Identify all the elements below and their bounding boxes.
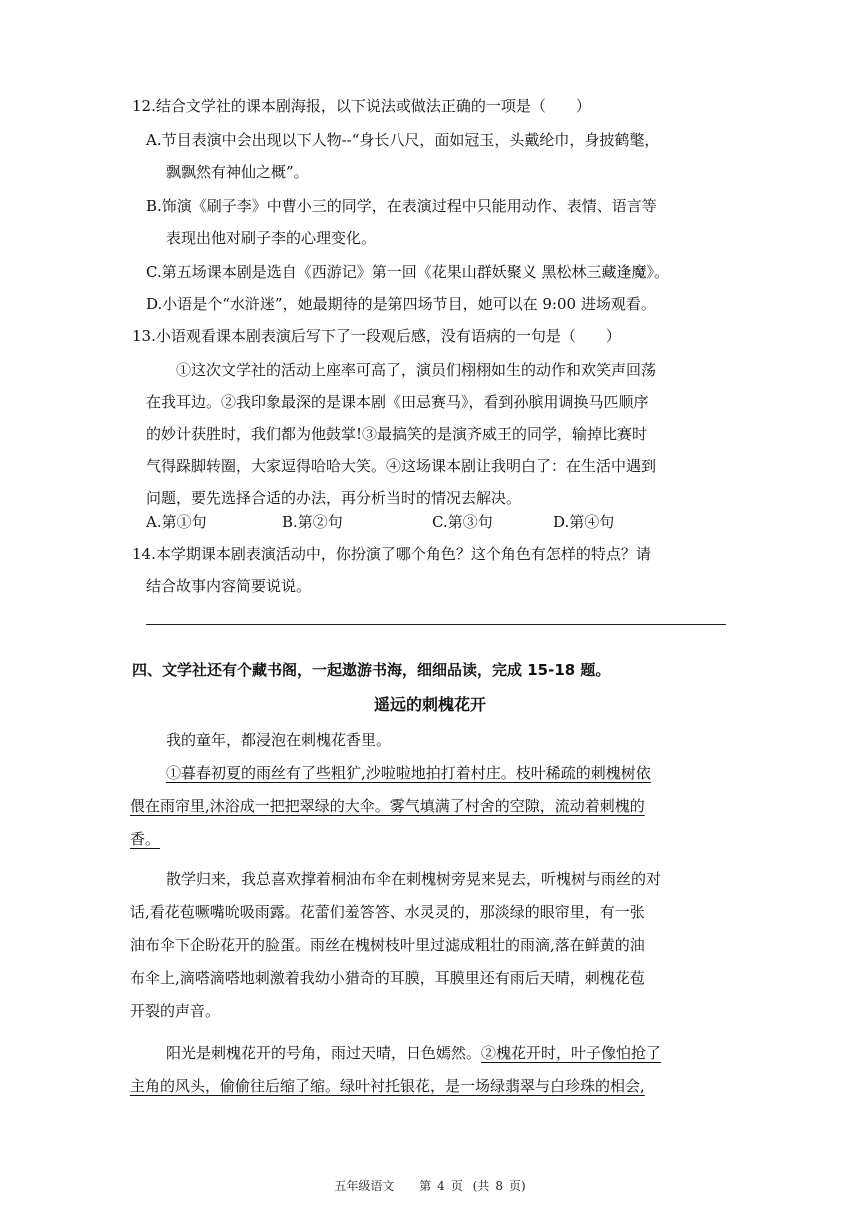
q13-option-d: D.第④句 — [553, 513, 615, 531]
article-para2-line2: 话,看花苞噘嘴吮吸雨露。花蕾们羞答答、水灵灵的，那淡绿的眼帘里，有一张 — [130, 903, 645, 921]
article-para3-line2: 主角的风头，偷偷往后缩了缩。绿叶衬托银花，是一场绿翡翠与白珍珠的相会, — [130, 1077, 645, 1095]
q13-passage-line3: 的妙计获胜时，我们都为他鼓掌!③最搞笑的是演齐威王的同学，输掉比赛时 — [146, 425, 648, 443]
article-para2-line4: 布伞上,滴嗒滴嗒地刺激着我幼小猎奇的耳膜，耳膜里还有雨后天晴，刺槐花苞 — [130, 969, 645, 987]
footer-total-pages: 8 — [495, 1179, 503, 1193]
article-para2-line3: 油布伞下企盼花开的脸蛋。雨丝在槐树枝叶里过滤成粗壮的雨滴,落在鲜黄的油 — [130, 936, 645, 954]
answer-line[interactable] — [146, 624, 726, 625]
q13-option-a: A.第①句 — [146, 513, 207, 531]
article-para3-plain: 阳光是刺槐花开的号角，雨过天晴，日色嫣然。 — [166, 1044, 482, 1062]
q14-line2: 结合故事内容简要说说。 — [146, 577, 312, 595]
footer-total-suffix: 页) — [508, 1179, 526, 1193]
q13-option-c: C.第③句 — [432, 513, 493, 531]
article-para1-line1: ①暮春初夏的雨丝有了些粗犷,沙啦啦地拍打着村庄。枝叶稀疏的刺槐树依 — [166, 764, 651, 782]
q13-passage-line1: ①这次文学社的活动上座率可高了，演员们栩栩如生的动作和欢笑声回荡 — [176, 361, 657, 379]
article-para3-line1 — [166, 1043, 661, 1063]
footer-page-suffix: 页 — [450, 1179, 463, 1193]
footer-page-prefix: 第 — [419, 1179, 432, 1193]
q12-option-a-line2: 飘飘然有神仙之概”。 — [166, 163, 309, 181]
article-title: 遥远的刺槐花开 — [373, 695, 486, 714]
footer-total-prefix: (共 — [472, 1179, 490, 1193]
q13-option-b: B.第②句 — [282, 513, 343, 531]
section4-heading: 四、文学社还有个藏书阁，一起遨游书海，细细品读，完成 15-18 题。 — [132, 661, 611, 679]
article-para3-underlined: ②槐花开时，叶子像怕抢了 — [481, 1044, 662, 1062]
q12-option-a-line1: A.节目表演中会出现以下人物--“身长八尺，面如冠玉，头戴纶巾，身披鹤氅， — [146, 131, 660, 149]
article-para0: 我的童年，都浸泡在刺槐花香里。 — [166, 731, 392, 749]
article-para1-line2: 偎在雨帘里,沐浴成一把把翠绿的大伞。雾气填满了村舍的空隙，流动着刺槐的 — [130, 797, 645, 815]
article-para1-line3: 香。 — [130, 830, 161, 848]
footer-page-number: 4 — [437, 1179, 445, 1193]
footer-subject: 五年级语文 — [334, 1179, 395, 1193]
article-para2-line5: 开裂的声音。 — [130, 1002, 221, 1020]
q12-stem: 12.结合文学社的课本剧海报，以下说法或做法正确的一项是（ ） — [132, 97, 591, 115]
q14-line1: 14.本学期课本剧表演活动中，你扮演了哪个角色？这个角色有怎样的特点？请 — [132, 545, 651, 563]
q13-passage-line2: 在我耳边。②我印象最深的是课本剧《田忌赛马》，看到孙膑用调换马匹顺序 — [146, 393, 649, 411]
q13-stem: 13.小语观看课本剧表演后写下了一段观后感，没有语病的一句是（ ） — [132, 327, 621, 345]
q12-option-c: C.第五场课本剧是选自《西游记》第一回《花果山群妖聚义 黑松林三藏逢魔》。 — [146, 263, 669, 281]
q13-passage-line5: 问题，要先选择合适的办法，再分析当时的情况去解决。 — [146, 489, 522, 507]
article-para2-line1: 散学归来，我总喜欢撑着桐油布伞在刺槐树旁晃来晃去，听槐树与雨丝的对 — [166, 870, 662, 888]
q12-option-d: D.小语是个“水浒迷”，她最期待的是第四场节目，她可以在 9:00 进场观看。 — [146, 295, 656, 313]
q12-option-b-line1: B.饰演《刷子李》中曹小三的同学，在表演过程中只能用动作、表情、语言等 — [146, 197, 657, 215]
page-footer — [0, 1177, 860, 1194]
q12-option-b-line2: 表现出他对刷子李的心理变化。 — [166, 229, 377, 247]
q13-passage-line4: 气得跺脚转圈，大家逗得哈哈大笑。④这场课本剧让我明白了：在生活中遇到 — [146, 457, 657, 475]
